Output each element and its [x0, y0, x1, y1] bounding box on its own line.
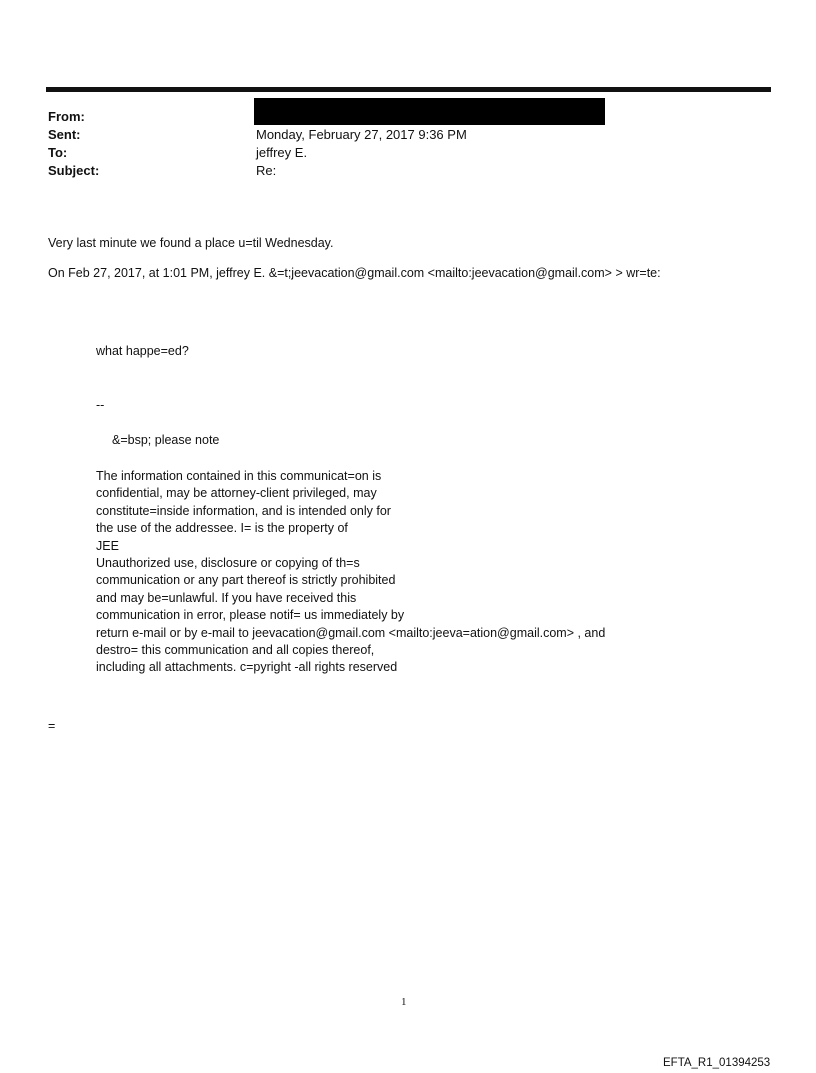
- sent-value: Monday, February 27, 2017 9:36 PM: [256, 127, 467, 142]
- disclaimer-line: and may be=unlawful. If you have received this: [96, 590, 357, 605]
- to-label: To:: [48, 145, 68, 160]
- disclaimer-line: including all attachments. c=pyright -all rights reserved: [96, 660, 398, 675]
- disclaimer-line: the use of the addressee. I= is the property of: [96, 521, 348, 536]
- page-number: 1: [401, 996, 407, 1008]
- disclaimer-line: Unauthorized use, disclosure or copying of th=s: [96, 556, 360, 571]
- disclaimer-line: confidential, may be attorney-client privileged, may: [96, 486, 377, 501]
- disclaimer-line: return e-mail or by e-mail to jeevacation@gmail.com <mailto:jeeva=ation@gmail.com> , and: [96, 625, 606, 640]
- to-value: jeffrey E.: [256, 145, 308, 160]
- reply-text: Very last minute we found a place u=til Wednesday.: [48, 236, 334, 250]
- disclaimer-line: The information contained in this communicat=on is: [96, 469, 382, 483]
- subject-value: Re:: [256, 163, 277, 178]
- quoted-question: what happe=ed?: [96, 344, 189, 358]
- disclaimer-line: communication in error, please notif= us immediately by: [96, 608, 405, 623]
- please-note: &=bsp; please note: [112, 433, 220, 447]
- quote-intro: On Feb 27, 2017, at 1:01 PM, jeffrey E. &=t;jeevacation@gmail.com <mailto:jeevacation@gmail.com> > wr=te:: [48, 266, 661, 280]
- subject-label: Subject:: [48, 163, 100, 178]
- from-redaction: [254, 98, 605, 125]
- signature-separator: --: [96, 398, 105, 412]
- trailing-equals: =: [48, 719, 56, 733]
- document-id: EFTA_R1_01394253: [663, 1057, 771, 1069]
- disclaimer-line: destro= this communication and all copies thereof,: [96, 643, 375, 658]
- from-label: From:: [48, 109, 85, 124]
- disclaimer-line: constitute=inside information, and is intended only for: [96, 503, 391, 518]
- disclaimer-line: communication or any part thereof is strictly prohibited: [96, 573, 396, 588]
- disclaimer-block: [96, 468, 605, 677]
- header-divider: [46, 87, 771, 92]
- sent-label: Sent:: [48, 127, 81, 142]
- disclaimer-line: JEE: [96, 538, 119, 553]
